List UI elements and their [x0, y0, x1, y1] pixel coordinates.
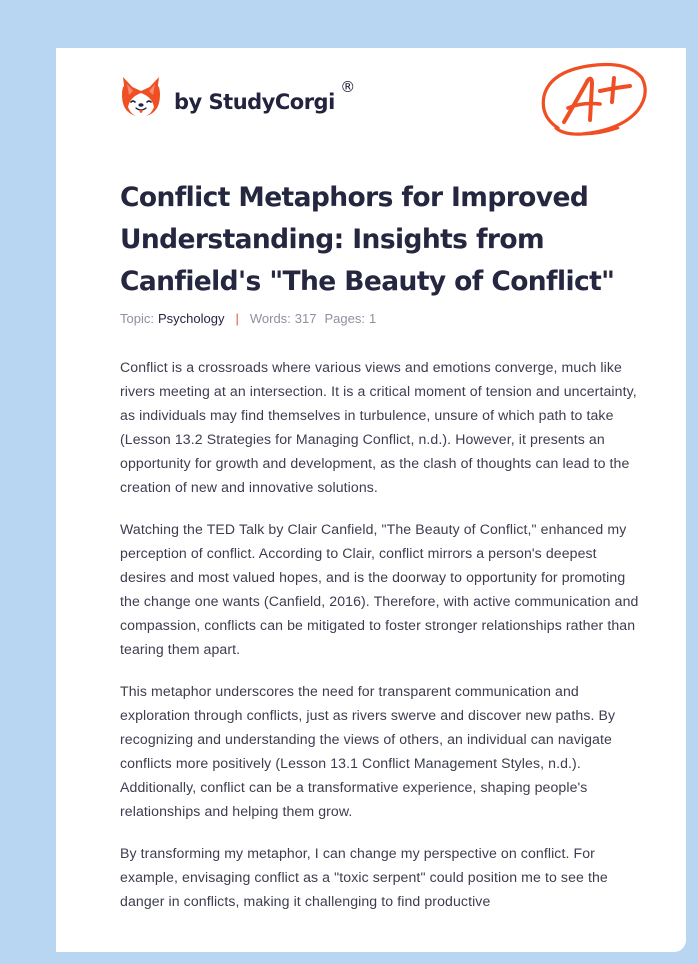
article-meta — [120, 311, 376, 326]
a-plus-grade-badge-icon — [538, 58, 650, 140]
brand-name — [174, 78, 355, 114]
words-label: Words: — [249, 311, 291, 326]
paragraph: This metaphor underscores the need for transparent communication and exploration through conflicts, just as rivers swerve and discover new paths. By recognizing and understanding the views of others, an individual can navigate conflicts more positively (Lesson 13.1 Conflict Management Styles, n.d.). Additionally, conflict can be a transformative experience, shaping people's relationships and helping them grow. — [120, 683, 616, 819]
page-header — [56, 48, 686, 168]
pages-label: Pages: — [324, 311, 365, 326]
topic-label: Topic: — [120, 311, 154, 326]
document-page — [56, 48, 686, 952]
paragraph: Watching the TED Talk by Clair Canfield, "The Beauty of Conflict," enhanced my perception of conflict. According to Clair, conflict mirrors a person's deepest desires and most valued hopes, and is the doorway to opportunity for promoting the change one wants (Canfield, 2016). Therefore, with active communication and compassion, conflicts can be mitigated to foster stronger relationships rather than tearing them apart. — [120, 521, 639, 657]
corgi-face-icon — [120, 75, 162, 121]
article-title: Conflict Metaphors for Improved Understanding: Insights from Canfield's "The Beauty of Conflict" — [120, 182, 615, 297]
article-body — [120, 355, 640, 931]
topic-link[interactable]: Psychology — [157, 311, 225, 326]
brand-name-text: by StudyCorgi — [174, 90, 335, 114]
studycorgi-logo[interactable] — [120, 75, 355, 121]
paragraph: By transforming my metaphor, I can change my perspective on conflict. For example, envisaging conflict as a "toxic serpent" could position me to see the danger in conflicts, making it challenging to find productive — [120, 845, 608, 909]
registered-mark: ® — [340, 78, 355, 96]
meta-separator: | — [235, 311, 239, 326]
words-count: 317 — [294, 311, 317, 326]
pages-count: 1 — [368, 311, 377, 326]
paragraph: Conflict is a crossroads where various views and emotions converge, much like rivers meeting at an intersection. It is a critical moment of tension and uncertainty, as individuals may find themselves in turbulence, unsure of which path to take (Lesson 13.2 Strategies for Managing Conflict, n.d.). However, it presents an opportunity for growth and development, as the clash of thoughts can lead to the creation of new and innovative solutions. — [120, 359, 637, 495]
